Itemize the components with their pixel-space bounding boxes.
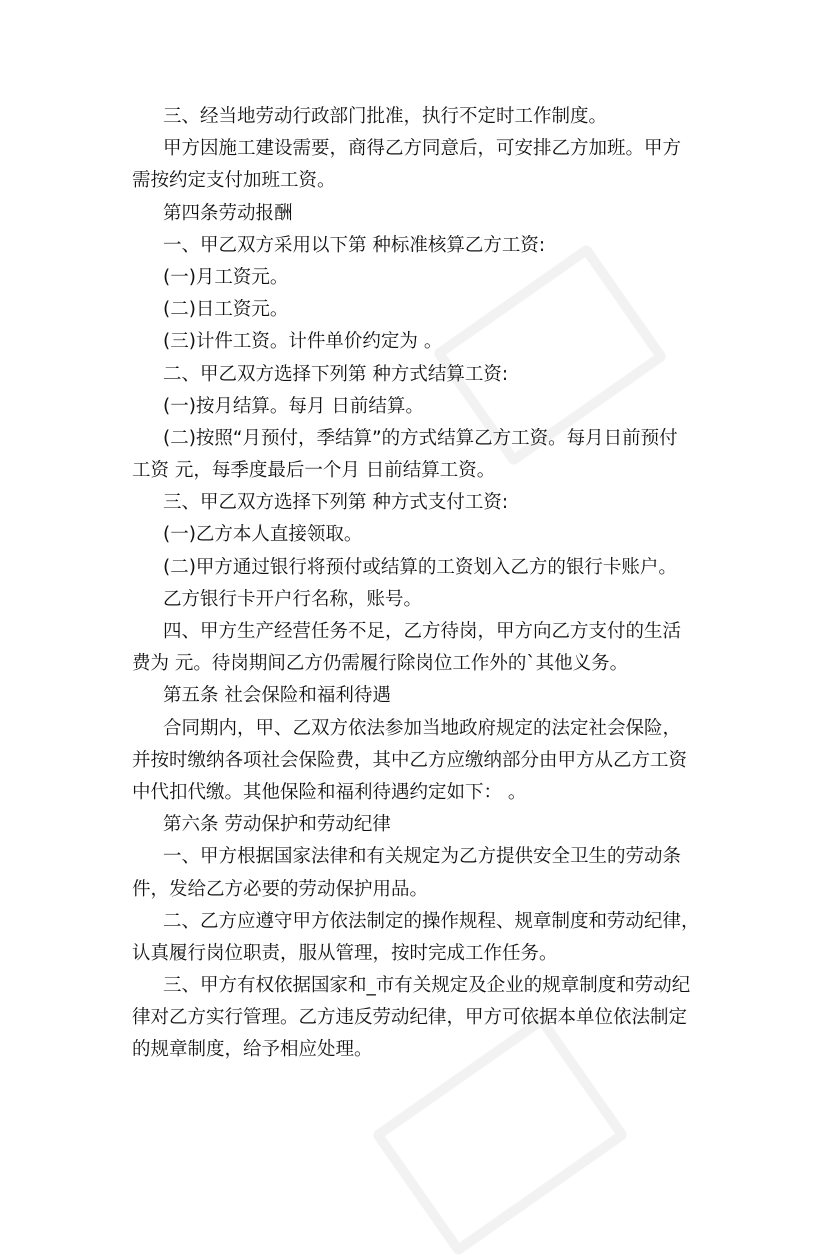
text-line: (三)计件工资。计件单价约定为 。 [163,331,443,353]
section-heading: 第四条劳动报酬 [163,202,293,224]
text-line: 一、甲乙双方采用以下第 种标准核算乙方工资: [163,234,546,256]
text-line: (二)甲方通过银行将预付或结算的工资划入乙方的银行卡账户。 [163,556,677,578]
text-line: (一)按月结算。每月 日前结算。 [163,395,424,417]
text-line: 三、经当地劳动行政部门批准，执行不定时工作制度。 [163,106,608,127]
text-line: 乙方银行卡开户行名称，账号。 [163,588,423,610]
text-line: 甲方因施工建设需要，商得乙方同意后，可安排乙方加班。甲方 [163,138,682,160]
text-line: (二)按照“月预付，季结算”的方式结算乙方工资。每月日前预付 [163,427,678,449]
text-line: 件，发给乙方必要的劳动保护用品。 [132,878,429,900]
text-line: (一)月工资元。 [163,266,289,288]
text-line: 中代扣代缴。其他保险和福利待遇约定如下： 。 [132,781,527,803]
text-line: 三、甲乙双方选择下列第 种方式支付工资: [163,492,509,514]
text-line: 费为 元。待岗期间乙方仍需履行除岗位工作外的`其他义务。 [132,653,629,675]
text-line: 四、甲方生产经营任务不足，乙方待岗，甲方向乙方支付的生活 [163,621,682,642]
text-line: (二)日工资元。 [163,299,289,321]
text-line: (一)乙方本人直接领取。 [163,524,363,546]
document-body [132,101,717,1067]
text-line: 一、甲方根据国家法律和有关规定为乙方提供安全卫生的劳动条 [163,846,682,868]
text-line: 需按约定支付加班工资。 [132,170,336,192]
text-line: 二、甲乙双方选择下列第 种方式结算工资: [163,363,509,385]
section-heading: 第六条 劳动保护和劳动纪律 [163,814,391,836]
text-line: 合同期内，甲、乙双方依法参加当地政府规定的法定社会保险， [163,717,682,739]
text-line: 认真履行岗位职责，服从管理，按时完成工作任务。 [132,942,558,964]
text-line: 律对乙方实行管理。乙方违反劳动纪律，甲方可依据本单位依法制定 [132,1007,688,1029]
text-line: 二、乙方应遵守甲方依法制定的操作规程、规章制度和劳动纪律， [163,910,700,932]
section-heading: 第五条 社会保险和福利待遇 [163,685,391,707]
text-line: 并按时缴纳各项社会保险费，其中乙方应缴纳部分由甲方从乙方工资 [132,749,688,771]
text-line: 三、甲方有权依据国家和_市有关规定及企业的规章制度和劳动纪 [163,975,691,997]
text-line: 的规章制度，给予相应处理。 [132,1039,373,1061]
text-line: 工资 元，每季度最后一个月 日前结算工资。 [132,460,496,482]
